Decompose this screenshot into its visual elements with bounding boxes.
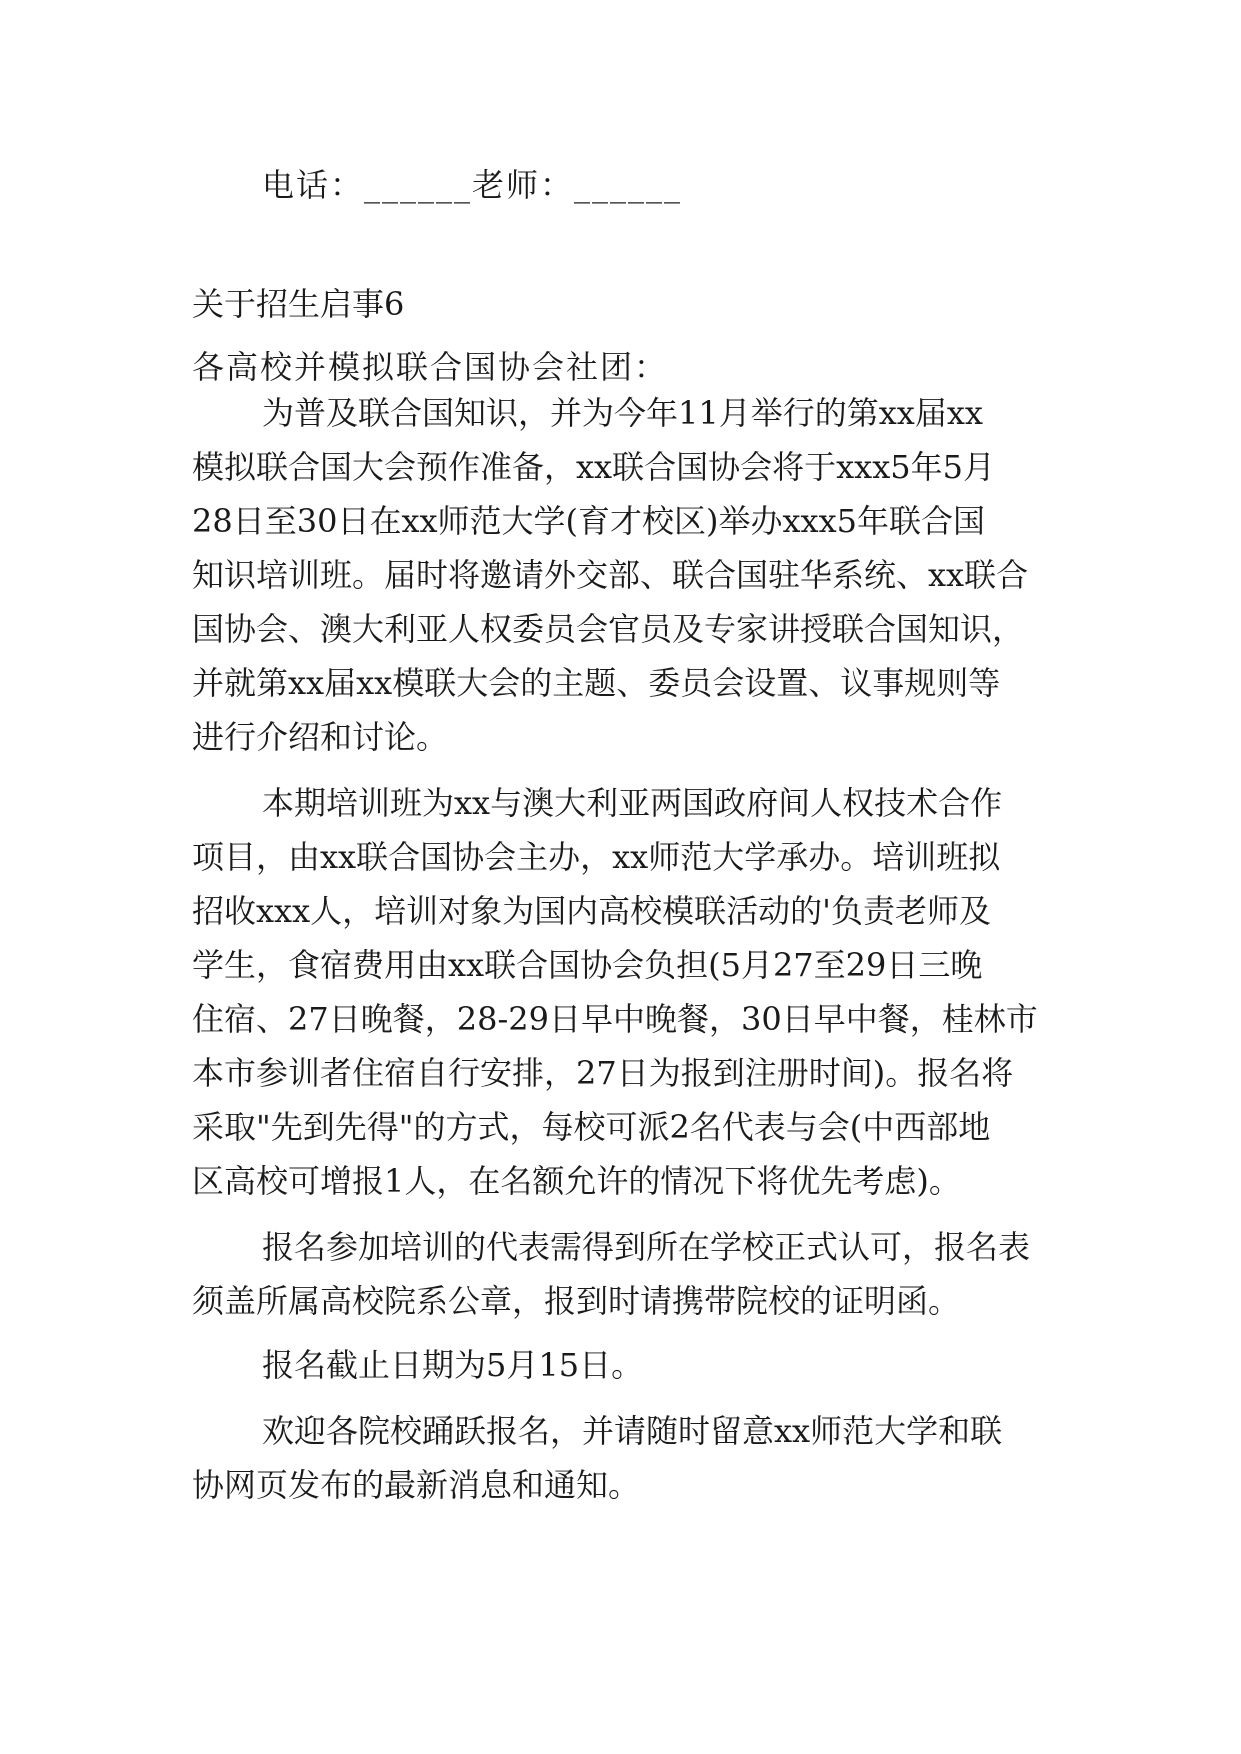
paragraph-1-line-2: 模拟联合国大会预作准备，xx联合国协会将于xxx5年5月 bbox=[192, 448, 995, 486]
paragraph-5-line-2: 协网页发布的最新消息和通知。 bbox=[192, 1466, 641, 1504]
paragraph-1-line-4: 知识培训班。届时将邀请外交部、联合国驻华系统、xx联合 bbox=[192, 556, 1029, 594]
paragraph-4-line-1: 报名截止日期为5月15日。 bbox=[262, 1346, 644, 1384]
notice-title: 关于招生启事6 bbox=[192, 285, 405, 323]
paragraph-2-line-8: 区高校可增报1人，在名额允许的情况下将优先考虑)。 bbox=[192, 1162, 961, 1200]
paragraph-2-line-3: 招收xxx人，培训对象为国内高校模联活动的'负责老师及 bbox=[192, 892, 991, 930]
paragraph-5-line-1: 欢迎各院校踊跃报名，并请随时留意xx师范大学和联 bbox=[262, 1412, 1003, 1450]
paragraph-2-line-5: 住宿、27日晚餐，28-29日早中晚餐，30日早中餐，桂林市 bbox=[192, 1000, 1038, 1038]
paragraph-3-line-1: 报名参加培训的代表需得到所在学校正式认可，报名表 bbox=[262, 1228, 1031, 1266]
contact-line: 电话：______老师：______ bbox=[262, 166, 683, 204]
paragraph-1-line-6: 并就第xx届xx模联大会的主题、委员会设置、议事规则等 bbox=[192, 664, 1001, 702]
paragraph-1-line-5: 国协会、澳大利亚人权委员会官员及专家讲授联合国知识， bbox=[192, 610, 1025, 648]
paragraph-1-line-7: 进行介绍和讨论。 bbox=[192, 718, 449, 756]
salutation: 各高校并模拟联合国协会社团： bbox=[192, 348, 669, 386]
paragraph-1-line-1: 为普及联合国知识，并为今年11月举行的第xx届xx bbox=[262, 394, 983, 432]
paragraph-2-line-6: 本市参训者住宿自行安排，27日为报到注册时间)。报名将 bbox=[192, 1054, 1014, 1092]
paragraph-2-line-1: 本期培训班为xx与澳大利亚两国政府间人权技术合作 bbox=[262, 784, 1003, 822]
paragraph-2-line-4: 学生，食宿费用由xx联合国协会负担(5月27至29日三晚 bbox=[192, 946, 983, 984]
paragraph-2-line-7: 采取"先到先得"的方式，每校可派2名代表与会(中西部地 bbox=[192, 1108, 991, 1146]
paragraph-1-line-3: 28日至30日在xx师范大学(育才校区)举办xxx5年联合国 bbox=[192, 502, 986, 540]
paragraph-2-line-2: 项目，由xx联合国协会主办，xx师范大学承办。培训班拟 bbox=[192, 838, 1001, 876]
paragraph-3-line-2: 须盖所属高校院系公章，报到时请携带院校的证明函。 bbox=[192, 1282, 961, 1320]
